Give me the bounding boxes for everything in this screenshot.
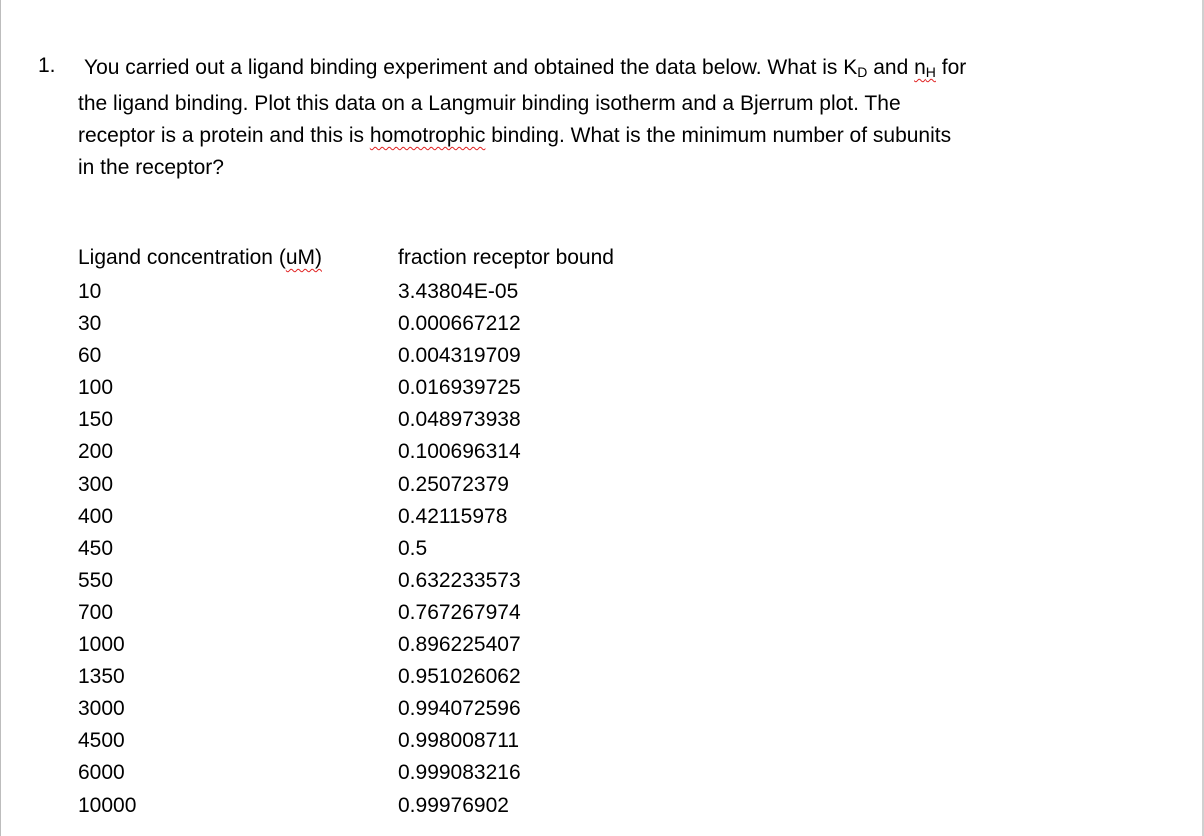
fraction-bound-cell: 0.998008711 xyxy=(398,729,520,753)
fraction-bound-cell: 0.25072379 xyxy=(398,472,509,496)
ligand-concentration-cell: 30 xyxy=(78,312,102,336)
ligand-concentration-cell: 10 xyxy=(78,280,102,303)
ligand-concentration-cell: 400 xyxy=(78,504,114,528)
question-line-3-start: receptor is a protein and this is xyxy=(78,124,370,147)
question-line-1-text: You carried out a ligand binding experiment and obtained the data below. What is K xyxy=(84,56,858,79)
fraction-bound-cell: 0.632233573 xyxy=(398,568,521,592)
ligand-concentration-cell: 100 xyxy=(78,376,114,400)
ligand-concentration-cell: 10000 xyxy=(78,793,137,817)
fraction-bound-cell: 0.951026062 xyxy=(398,665,521,689)
nh-letter: n xyxy=(914,56,926,79)
question-number: 1. xyxy=(38,54,56,77)
misspelled-word: homotrophic xyxy=(369,124,486,147)
fraction-bound-cell: 0.99976902 xyxy=(398,793,509,817)
fraction-bound-cell: 0.048973938 xyxy=(398,408,521,432)
question-text xyxy=(78,52,1068,184)
ligand-concentration-cell: 450 xyxy=(78,536,114,560)
page-left-edge xyxy=(0,0,1,836)
ligand-concentration-cell: 150 xyxy=(78,408,114,432)
ligand-concentration-cell: 200 xyxy=(78,440,114,464)
question-line-1-and: and xyxy=(867,56,915,79)
ligand-concentration-cell: 4500 xyxy=(78,729,125,753)
header-fraction-bound: fraction receptor bound xyxy=(398,246,614,269)
kd-subscript: D xyxy=(857,64,868,80)
ligand-concentration-cell: 6000 xyxy=(78,761,125,785)
ligand-concentration-cell: 550 xyxy=(78,568,114,592)
fraction-bound-cell: 0.767267974 xyxy=(398,600,521,624)
ligand-concentration-cell: 60 xyxy=(78,344,102,368)
fraction-bound-cell: 0.100696314 xyxy=(398,440,521,464)
header-ligand-unit: uM) xyxy=(285,246,322,269)
fraction-bound-cell: 0.42115978 xyxy=(398,504,508,528)
header-ligand-text: Ligand concentration ( xyxy=(78,246,286,269)
ligand-concentration-cell: 3000 xyxy=(78,697,125,721)
question-line-3-end: binding. What is the minimum number of subunits xyxy=(485,124,952,147)
fraction-bound-cell: 0.896225407 xyxy=(398,633,521,657)
question-line-1 xyxy=(78,52,1068,88)
fraction-bound-cell: 0.994072596 xyxy=(398,697,521,721)
nh-symbol xyxy=(914,56,936,79)
fraction-bound-cell: 0.000667212 xyxy=(398,312,521,336)
fraction-bound-cell: 3.43804E-05 xyxy=(398,280,519,303)
ligand-concentration-cell: 300 xyxy=(78,472,114,496)
fraction-bound-cell: 0.5 xyxy=(398,536,428,560)
fraction-bound-cell: 0.999083216 xyxy=(398,761,521,785)
fraction-bound-cell: 0.004319709 xyxy=(398,344,521,368)
fraction-bound-cell: 0.016939725 xyxy=(398,376,521,400)
header-ligand-concentration xyxy=(78,242,322,274)
question-line-4: in the receptor? xyxy=(78,156,224,179)
question-line-3 xyxy=(78,120,1068,152)
question-line-2: the ligand binding. Plot this data on a Langmuir binding isotherm and a Bjerrum plot. The xyxy=(78,92,901,115)
ligand-concentration-cell: 700 xyxy=(78,600,114,624)
ligand-concentration-cell: 1000 xyxy=(78,633,125,657)
ligand-concentration-cell: 1350 xyxy=(78,665,125,689)
question-line-1-for: for xyxy=(935,56,967,79)
nh-subscript: H xyxy=(925,64,936,80)
